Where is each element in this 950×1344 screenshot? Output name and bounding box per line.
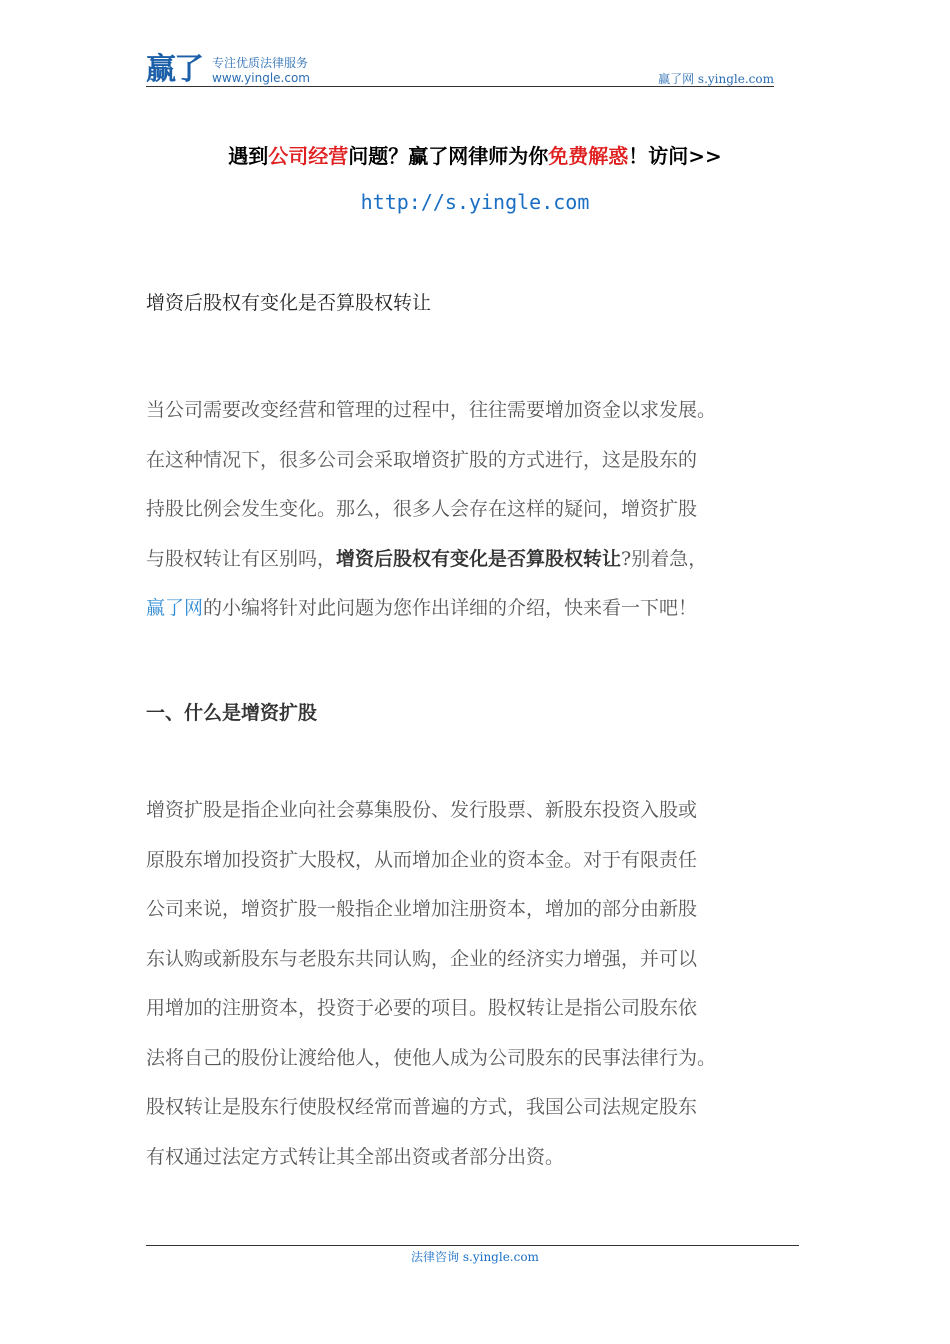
- paragraph-text: 与股权转让有区别吗，: [146, 547, 337, 570]
- paragraph-line: 用增加的注册资本，投资于必要的项目。股权转让是指公司股东依: [146, 997, 698, 1019]
- logo-tagline: 专注优质法律服务: [212, 56, 309, 70]
- paragraph-line: 持股比例会发生变化。那么，很多人会存在这样的疑问，增资扩股: [146, 498, 698, 520]
- paragraph-line: 法将自己的股份让渡给他人，使他人成为公司股东的民事法律行为。: [146, 1046, 717, 1069]
- paragraph-line: 东认购或新股东与老股东共同认购，企业的经济实力增强，并可以: [146, 947, 698, 970]
- paragraph-text: ?别着急，: [621, 547, 708, 570]
- paragraph-line: 股权转让是股东行使股权经常而普遍的方式，我国公司法规定股东: [146, 1096, 698, 1118]
- paragraph-line: 在这种情况下，很多公司会采取增资扩股的方式进行，这是股东的: [146, 448, 698, 471]
- header-site-link[interactable]: 赢了网 s.yingle.com: [658, 72, 774, 86]
- article-title: 增资后股权有变化是否算股权转让: [146, 292, 432, 314]
- promo-link[interactable]: http://s.yingle.com: [360, 190, 590, 214]
- paragraph-line: 当公司需要改变经营和管理的过程中，往往需要增加资金以求发展。: [146, 399, 717, 421]
- promo-text: 遇到: [228, 144, 269, 168]
- logo-mark: 赢了: [146, 52, 202, 87]
- intro-paragraph: [146, 386, 826, 634]
- paragraph-line: 有权通过法定方式转让其全部出资或者部分出资。: [146, 1145, 565, 1168]
- footer-divider: [146, 1245, 799, 1246]
- yingle-link[interactable]: 赢了网: [146, 597, 204, 619]
- promo-text: ！访问>>: [628, 144, 722, 168]
- logo-url: www.yingle.com: [212, 71, 310, 85]
- header-divider: [146, 86, 774, 87]
- paragraph-line: 增资扩股是指企业向社会募集股份、发行股票、新股东投资入股或: [146, 799, 698, 821]
- promo-text: 问题？赢了网律师为你: [348, 144, 549, 168]
- promo-highlight-free: 免费解惑: [548, 144, 629, 168]
- section-paragraph: [146, 786, 826, 1182]
- promo-highlight-topic: 公司经营: [268, 144, 349, 168]
- bold-keyword: 增资后股权有变化是否算股权转让: [336, 547, 622, 570]
- promo-banner: [0, 140, 950, 169]
- paragraph-text: 的小编将针对此问题为您作出详细的介绍，快来看一下吧！: [203, 597, 698, 619]
- paragraph-line: 公司来说，增资扩股一般指企业增加注册资本，增加的部分由新股: [146, 898, 698, 920]
- footer-link[interactable]: 法律咨询 s.yingle.com: [411, 1250, 539, 1264]
- paragraph-line: [146, 535, 826, 585]
- paragraph-line: [146, 584, 826, 634]
- section-heading: 一、什么是增资扩股: [146, 702, 318, 724]
- paragraph-line: 原股东增加投资扩大股权，从而增加企业的资本金。对于有限责任: [146, 848, 698, 871]
